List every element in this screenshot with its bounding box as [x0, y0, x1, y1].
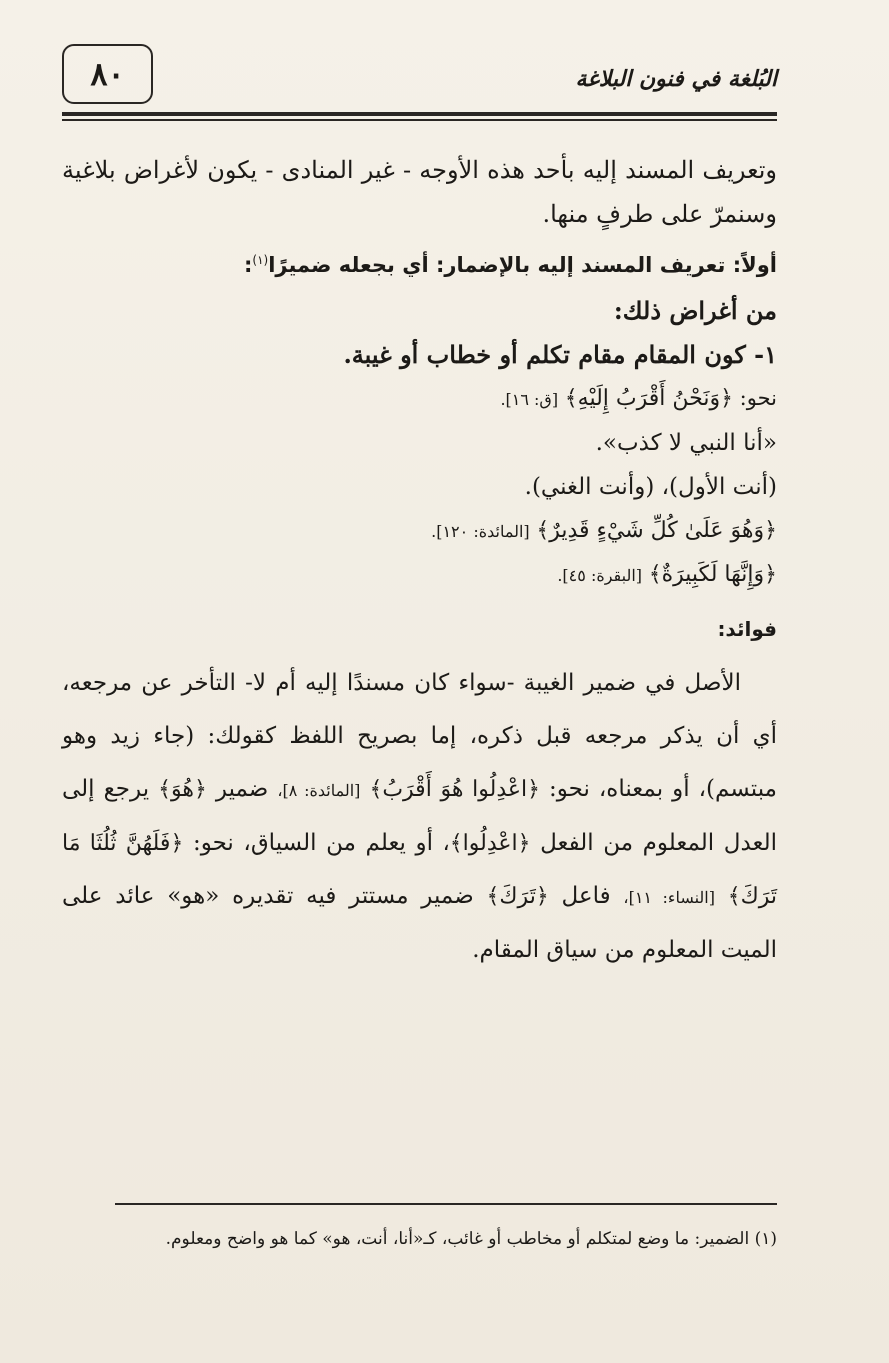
para-verse-1: ﴿اعْدِلُوا هُوَ أَقْرَبُ﴾	[369, 777, 540, 802]
footnote-divider	[115, 1203, 777, 1205]
example-2: «أنا النبي لا كذب».	[595, 430, 777, 456]
para-part-b: ضمير	[215, 776, 269, 802]
page-header	[62, 44, 777, 108]
example-1	[62, 377, 777, 421]
para-ref-2: [النساء: ١١]،	[623, 888, 715, 907]
intro-paragraph: وتعريف المسند إليه بأحد هذه الأوجه - غير المنادى - يكون لأغراض بلاغية وسنمرّ على طرفٍ منها.	[62, 156, 777, 228]
header-rule-thick	[62, 112, 777, 116]
example-4	[62, 509, 777, 553]
benefits-heading: فوائد:	[717, 617, 777, 641]
example-5-verse: ﴿وَإِنَّهَا لَكَبِيرَةٌ﴾	[648, 562, 777, 587]
para-part-f: ضمير مستتر فيه تقديره «هو» عائد على الميت المعلوم من سياق المقام.	[62, 883, 777, 963]
para-verse-2: ﴿هُوَ﴾	[158, 777, 207, 802]
section-heading-text: أولاً: تعريف المسند إليه بالإضمار: أي بجعله ضميرًا	[268, 253, 777, 277]
footnote: (١) الضمير: ما وضع لمتكلم أو مخاطب أو غائب، كـ«أنا، أنت، هو» كما هو واضح ومعلوم.	[165, 1229, 777, 1249]
para-verse-3: ﴿اعْدِلُوا﴾،	[442, 831, 531, 856]
example-5	[62, 553, 777, 597]
section-heading-colon: :	[243, 253, 253, 277]
header-rule-thin	[62, 119, 777, 121]
example-5-ref: [البقرة: ٤٥].	[557, 566, 643, 585]
example-4-verse: ﴿وَهُوَ عَلَىٰ كُلِّ شَيْءٍ قَدِيرٌ﴾	[536, 518, 777, 543]
section-heading	[62, 240, 777, 285]
page-number: ٨٠	[62, 44, 153, 104]
purposes-label: من أغراض ذلك:	[613, 296, 777, 325]
example-3: (أنت الأول)، (وأنت الغني).	[524, 474, 777, 500]
para-ref-1: [المائدة: ٨]،	[277, 781, 361, 800]
para-part-e: فاعل	[561, 883, 611, 909]
purpose-item-1: ١- كون المقام مقام تكلم أو خطاب أو غيبة.	[343, 340, 777, 369]
example-1-verse: ﴿وَنَحْنُ أَقْرَبُ إِلَيْهِ﴾	[564, 386, 733, 411]
benefits-paragraph	[62, 657, 777, 977]
para-verse-5: ﴿تَرَكَ﴾	[486, 884, 549, 909]
para-part-c: يرجع إلى العدل المعلوم من الفعل	[62, 776, 778, 856]
para-verse-4: ﴿فَلَهُنَّ ثُلُثَا مَا تَرَكَ﴾	[62, 831, 778, 909]
example-1-ref: [ق: ١٦].	[500, 390, 559, 409]
para-part-d: أو يعلم من السياق، نحو:	[192, 830, 434, 856]
example-4-ref: [المائدة: ١٢٠].	[431, 522, 530, 541]
footnote-marker: (١)	[252, 253, 269, 267]
para-part-a: الأصل في ضمير الغيبة -سواء كان مسندًا إليه أم لا- التأخر عن مرجعه، أي أن يذكر مرجعه قبل ذكره، إما بصريح اللفظ كقولك: (جاء زيد وهو مبتسم)، أو بمعناه، نحو:	[62, 670, 778, 802]
main-text	[62, 148, 777, 977]
example-1-prefix: نحو:	[739, 386, 777, 410]
running-title: البُلغة في فنون البلاغة	[575, 66, 777, 92]
